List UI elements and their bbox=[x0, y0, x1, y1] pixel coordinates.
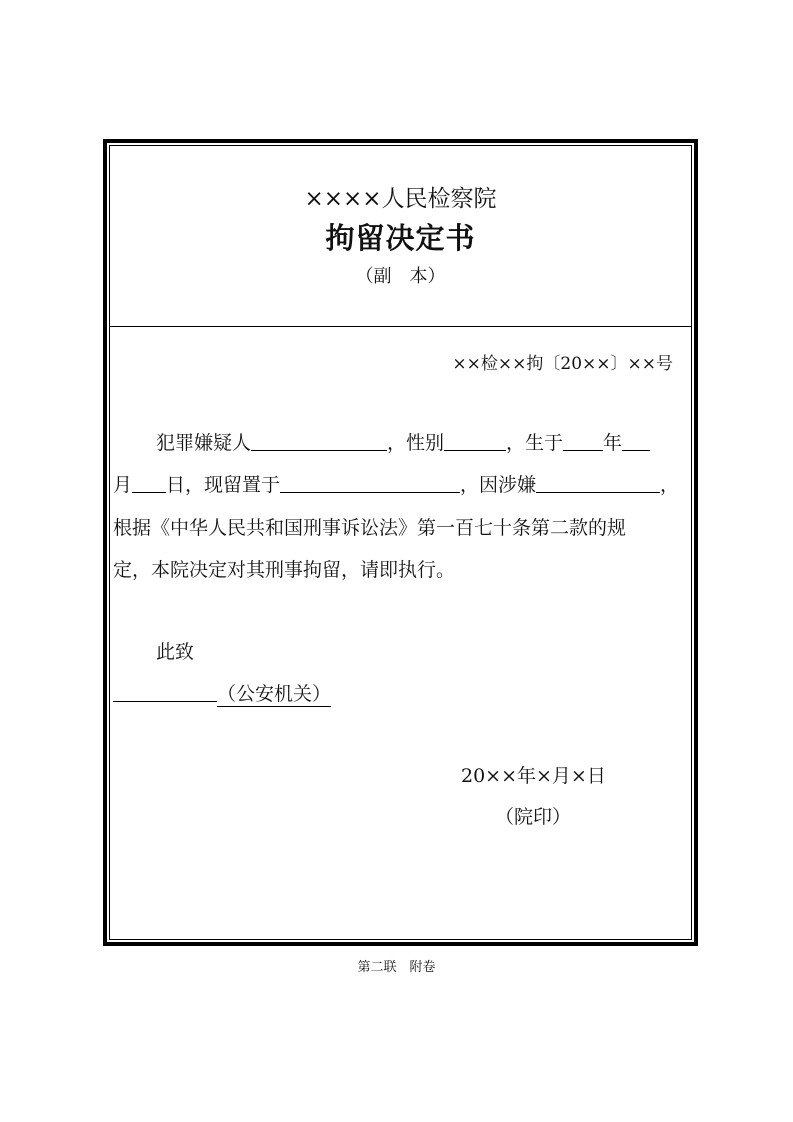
detention-place-blank bbox=[280, 474, 460, 493]
suspect-label: 犯罪嫌疑人 bbox=[156, 432, 252, 454]
header-divider bbox=[110, 326, 691, 327]
copy-label: （副 本） bbox=[355, 266, 446, 287]
recipient-label: （公安机关） bbox=[217, 683, 332, 705]
recipient-line bbox=[113, 679, 331, 706]
body-line-2 bbox=[113, 470, 688, 497]
suspect-name-blank bbox=[251, 432, 387, 451]
procuratorate-name: ××××人民检察院 bbox=[304, 186, 497, 212]
birth-year-blank bbox=[563, 432, 603, 451]
gender-label: ，性别 bbox=[387, 432, 445, 454]
year-label: 年 bbox=[603, 432, 623, 454]
document-title: 拘留决定书 bbox=[325, 221, 476, 255]
document-number: ××检××拘〔20××〕××号 bbox=[452, 354, 673, 374]
salutation: 此致 bbox=[156, 641, 195, 663]
body-line-4: 定，本院决定对其刑事拘留，请即执行。 bbox=[113, 559, 456, 581]
born-label: ，生于 bbox=[506, 432, 564, 454]
birth-day-blank bbox=[132, 474, 166, 493]
body-line-3: 根据《中华人民共和国刑事诉讼法》第一百七十条第二款的规 bbox=[113, 517, 627, 539]
issue-date: 20××年×月×日 bbox=[461, 765, 606, 787]
month-label: 月 bbox=[113, 474, 133, 496]
birth-month-blank bbox=[622, 432, 650, 451]
body-line-1 bbox=[156, 428, 650, 455]
suspected-label: ，因涉嫌 bbox=[460, 474, 537, 496]
gender-blank bbox=[444, 432, 506, 451]
form-frame bbox=[103, 139, 698, 946]
offense-blank bbox=[536, 474, 660, 493]
form-inner-border bbox=[109, 145, 692, 940]
page-footer: 第二联 附卷 bbox=[357, 960, 436, 975]
line2-comma: ， bbox=[660, 474, 680, 496]
court-seal-label: （院印） bbox=[495, 806, 572, 828]
detained-at-label: 日，现留置于 bbox=[166, 474, 281, 496]
recipient-blank bbox=[113, 683, 217, 702]
